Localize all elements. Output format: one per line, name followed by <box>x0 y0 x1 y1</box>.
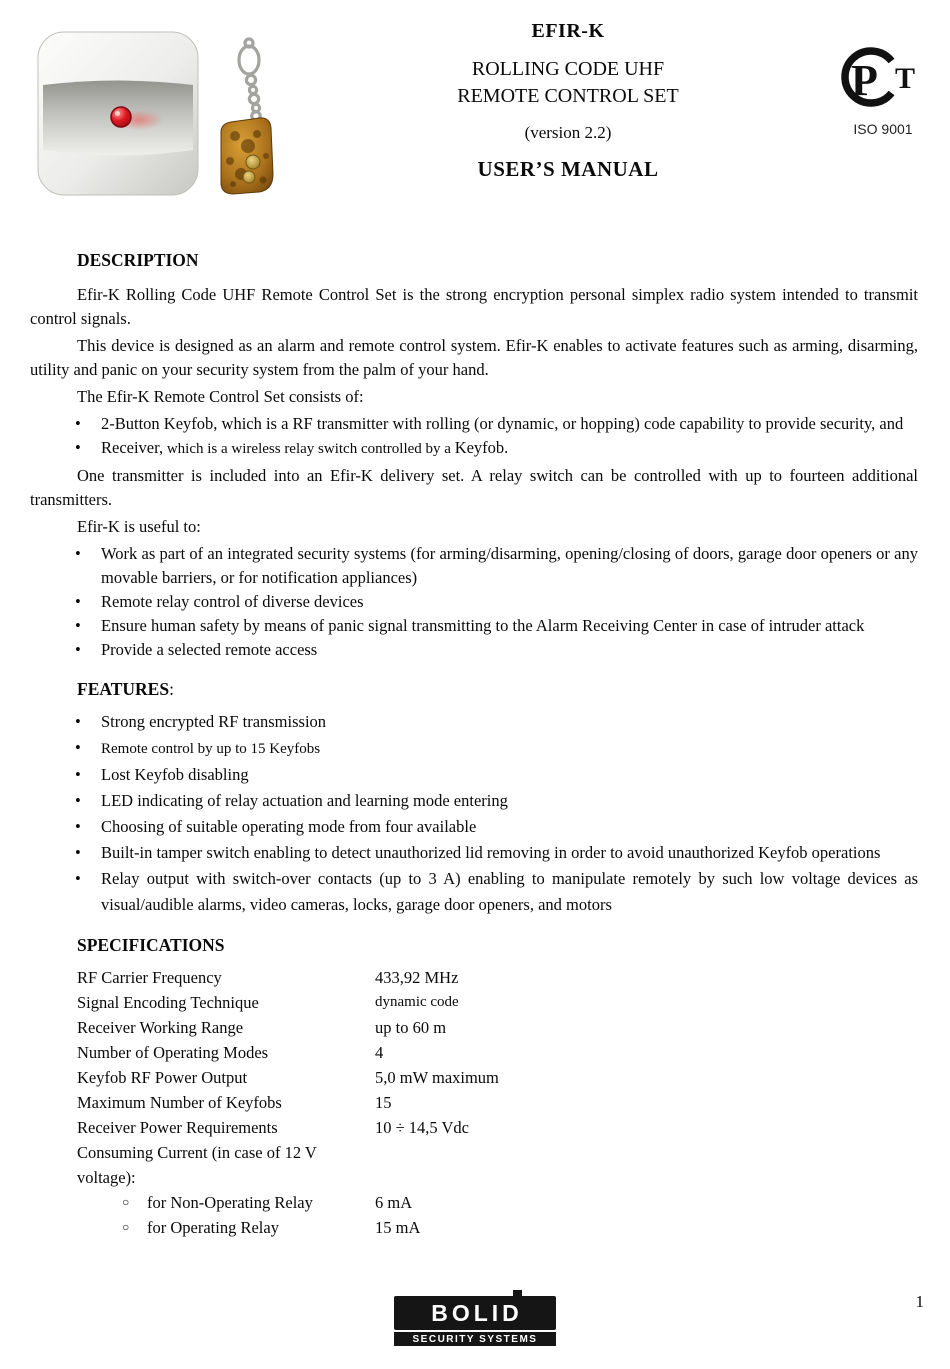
pct-certification-icon <box>839 44 927 110</box>
bullet-text: LED indicating of relay actuation and learning mode entering <box>101 791 508 810</box>
spec-label: Number of Operating Modes <box>77 1043 269 1062</box>
spec-value: 4 <box>375 1043 384 1062</box>
features-list <box>30 709 918 918</box>
bullet-item <box>75 814 918 840</box>
spec-row <box>77 1065 918 1090</box>
bullet-icon: • <box>75 592 81 611</box>
specifications-heading: SPECIFICATIONS <box>77 935 225 955</box>
features-heading-text: FEATURES <box>77 679 170 699</box>
spec-row <box>77 1215 918 1240</box>
iso-9001-label: ISO 9001 <box>853 121 913 137</box>
spec-row <box>77 1090 918 1115</box>
bullet-icon: • <box>75 869 81 888</box>
bullet-item <box>75 590 918 614</box>
bullet-item <box>75 866 918 918</box>
receiver-and-keyfob-illustration <box>35 14 285 206</box>
spec-value: up to 60 m <box>375 1018 447 1037</box>
description-heading: DESCRIPTION <box>77 250 199 270</box>
description-paragraph-2: This device is designed as an alarm and remote control system. Efir-K enables to activate features such as arming, disarming, utility and panic on your security system from the palm of your hand. <box>30 336 918 379</box>
consists-list <box>30 412 918 461</box>
bullet-text: Ensure human safety by means of panic signal transmitting to the Alarm Receiving Center in case of intruder attack <box>101 616 865 635</box>
bolid-logo-bar <box>394 1332 556 1346</box>
features-heading-colon: : <box>169 679 174 699</box>
svg-text:Т: Т <box>895 62 916 95</box>
bullet-item <box>75 709 918 735</box>
description-paragraph-1: Efir-K Rolling Code UHF Remote Control Set is the strong encryption personal simplex radio system intended to transmit control signals. <box>30 285 918 328</box>
spec-row <box>77 1115 918 1140</box>
product-photo <box>35 14 285 206</box>
spec-row <box>77 1140 918 1190</box>
useful-list <box>30 542 918 662</box>
bullet-text: Remote relay control of diverse devices <box>101 592 364 611</box>
bolid-logo <box>394 1296 556 1346</box>
spec-row <box>77 1190 918 1215</box>
spec-label: Maximum Number of Keyfobs <box>77 1093 282 1112</box>
bullet-icon: • <box>75 414 81 433</box>
spec-label: ○ for Non-Operating Relay <box>77 1190 375 1215</box>
bullet-icon: • <box>75 640 81 659</box>
spec-label: Receiver Power Requirements <box>77 1118 278 1137</box>
spec-value: dynamic code <box>375 994 459 1010</box>
bullet-text: Built-in tamper switch enabling to detect unauthorized lid removing in order to avoid unauthorized Keyfob operations <box>101 843 881 862</box>
bullet-text: Receiver, which is a wireless relay switch controlled by a Keyfob. <box>101 438 509 457</box>
page-header <box>0 0 950 250</box>
page-content <box>30 250 918 1240</box>
bolid-logo-text: BOLID <box>431 1299 523 1326</box>
bullet-item <box>75 436 918 461</box>
bullet-icon: • <box>75 791 81 810</box>
spec-label: ○ for Operating Relay <box>77 1215 375 1240</box>
spec-label: Keyfob RF Power Output <box>77 1068 248 1087</box>
keychain-icon <box>239 39 260 120</box>
bullet-icon: • <box>75 843 81 862</box>
bullet-text: Remote control by up to 15 Keyfobs <box>101 741 321 757</box>
features-heading <box>77 679 918 700</box>
bullet-item <box>75 614 918 638</box>
spec-row <box>77 965 918 990</box>
bullet-item <box>75 840 918 866</box>
bullet-item <box>75 542 918 590</box>
bolid-logo-box <box>394 1296 556 1330</box>
bullet-text: Relay output with switch-over contacts (up to 3 A) enabling to manipulate remotely by such low voltage devices as visual/audible alarms, video cameras, locks, garage door openers, and motors <box>101 869 918 914</box>
product-name: EFIR-K <box>531 20 605 42</box>
version-label: (version 2.2) <box>524 123 612 142</box>
bullet-text: Choosing of suitable operating mode from four available <box>101 817 477 836</box>
bullet-icon: • <box>75 712 81 731</box>
description-paragraph-3: The Efir-K Remote Control Set consists of: <box>77 387 364 406</box>
spec-row <box>77 1040 918 1065</box>
bullet-text: 2-Button Keyfob, which is a RF transmitter with rolling (or dynamic, or hopping) code capability to provide security, and <box>101 414 904 433</box>
spec-label: RF Carrier Frequency <box>77 968 222 987</box>
bullet-text: Strong encrypted RF transmission <box>101 712 327 731</box>
bullet-item <box>75 788 918 814</box>
bullet-icon: • <box>75 438 81 457</box>
subtitle-line-2: REMOTE CONTROL SET <box>457 85 679 107</box>
bullet-text: Lost Keyfob disabling <box>101 765 249 784</box>
spec-row <box>77 1015 918 1040</box>
spec-value: 15 mA <box>375 1218 421 1237</box>
bullet-item <box>75 638 918 662</box>
spec-value: 6 mA <box>375 1193 413 1212</box>
circle-bullet-icon: ○ <box>122 1195 130 1209</box>
certification-block <box>836 44 930 137</box>
spec-value: 15 <box>375 1093 392 1112</box>
bullet-icon: • <box>75 738 81 757</box>
spec-label: Consuming Current (in case of 12 V voltage): <box>77 1143 317 1187</box>
led-highlight <box>115 111 120 116</box>
bullet-text: Work as part of an integrated security systems (for arming/disarming, opening/closing of doors, garage door openers or any movable barriers, or for notification appliances) <box>101 544 918 587</box>
subtitle-line-1: ROLLING CODE UHF <box>471 58 665 80</box>
bullet-icon: • <box>75 544 81 563</box>
description-paragraph-4: One transmitter is included into an Efir-K delivery set. A relay switch can be controlled with up to fourteen additional transmitters. <box>30 466 918 509</box>
spec-value <box>375 1140 918 1190</box>
page-number: 1 <box>915 1292 924 1311</box>
bullet-item <box>75 412 918 436</box>
bullet-icon: • <box>75 765 81 784</box>
spec-row <box>77 990 918 1015</box>
spec-label: Signal Encoding Technique <box>77 993 259 1012</box>
keyfob-button-1 <box>246 155 260 169</box>
product-subtitle <box>408 56 728 110</box>
spec-value: 10 ÷ 14,5 Vdc <box>375 1118 469 1137</box>
spec-value: 433,92 MHz <box>375 968 459 987</box>
description-paragraph-5: Efir-K is useful to: <box>77 517 201 536</box>
bullet-icon: • <box>75 616 81 635</box>
bullet-item <box>75 735 918 762</box>
bullet-text: Provide a selected remote access <box>101 640 318 659</box>
manual-title: USER’S MANUAL <box>477 157 659 181</box>
circle-bullet-icon: ○ <box>122 1220 130 1234</box>
bullet-item <box>75 762 918 788</box>
bolid-logo-subtext: SECURITY SYSTEMS <box>412 1333 538 1345</box>
spec-label: Receiver Working Range <box>77 1018 244 1037</box>
led-indicator-icon <box>111 107 131 127</box>
specifications-table <box>30 965 918 1240</box>
keyfob-button-2 <box>243 171 255 183</box>
bullet-icon: • <box>75 817 81 836</box>
spec-value: 5,0 mW maximum <box>375 1068 499 1087</box>
title-block <box>408 20 728 182</box>
svg-text:Р: Р <box>851 56 878 105</box>
